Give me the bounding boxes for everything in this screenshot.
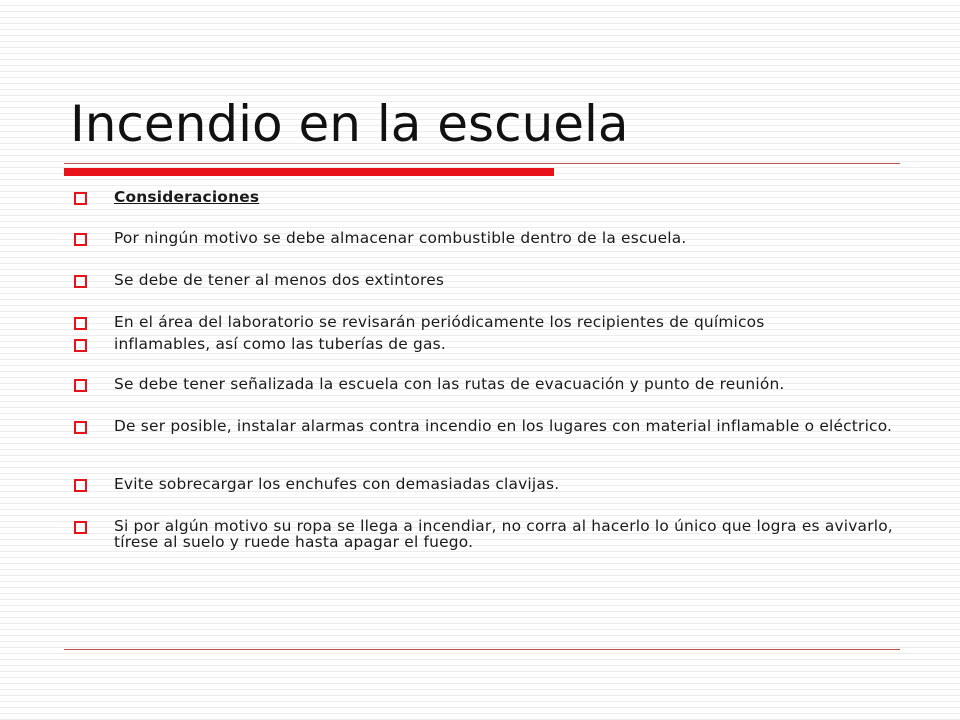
bullet-text: Si por algún motivo su ropa se llega a incendiar, no corra al hacerlo lo único que logra es avivarlo, tírese al suelo y ruede hasta apagar el fuego.	[114, 517, 893, 551]
bullet-text: inflamables, así como las tuberías de gas.	[114, 335, 446, 353]
bullet-list	[74, 0, 904, 720]
hollow-square-bullet-icon	[74, 317, 87, 330]
hollow-square-bullet-icon	[74, 479, 87, 492]
bullet-item	[74, 418, 900, 434]
bullet-text: De ser posible, instalar alarmas contra incendio en los lugares con material inflamable o eléctrico.	[114, 417, 893, 435]
bullet-heading: Consideraciones	[114, 188, 260, 206]
bullet-text: Evite sobrecargar los enchufes con demasiadas clavijas.	[114, 475, 560, 493]
hollow-square-bullet-icon	[74, 521, 87, 534]
bullet-item	[74, 518, 900, 550]
hollow-square-bullet-icon	[74, 421, 87, 434]
bullet-item	[74, 476, 900, 492]
bullet-text: En el área del laboratorio se revisarán periódicamente los recipientes de químicos	[114, 313, 765, 331]
bullet-item-consideraciones	[74, 189, 900, 205]
bottom-divider	[64, 649, 900, 650]
bullet-item	[74, 272, 900, 288]
bullet-item	[74, 314, 900, 330]
hollow-square-bullet-icon	[74, 379, 87, 392]
hollow-square-bullet-icon	[74, 275, 87, 288]
bullet-item	[74, 376, 900, 392]
hollow-square-bullet-icon	[74, 233, 87, 246]
bullet-item	[74, 230, 900, 246]
bullet-text: Se debe de tener al menos dos extintores	[114, 271, 445, 289]
slide-title: Incendio en la escuela	[70, 95, 629, 153]
bullet-text: Se debe tener señalizada la escuela con las rutas de evacuación y punto de reunión.	[114, 375, 785, 393]
bullet-text: Por ningún motivo se debe almacenar combustible dentro de la escuela.	[114, 229, 687, 247]
hollow-square-bullet-icon	[74, 339, 87, 352]
bullet-item	[74, 336, 900, 352]
hollow-square-bullet-icon	[74, 192, 87, 205]
